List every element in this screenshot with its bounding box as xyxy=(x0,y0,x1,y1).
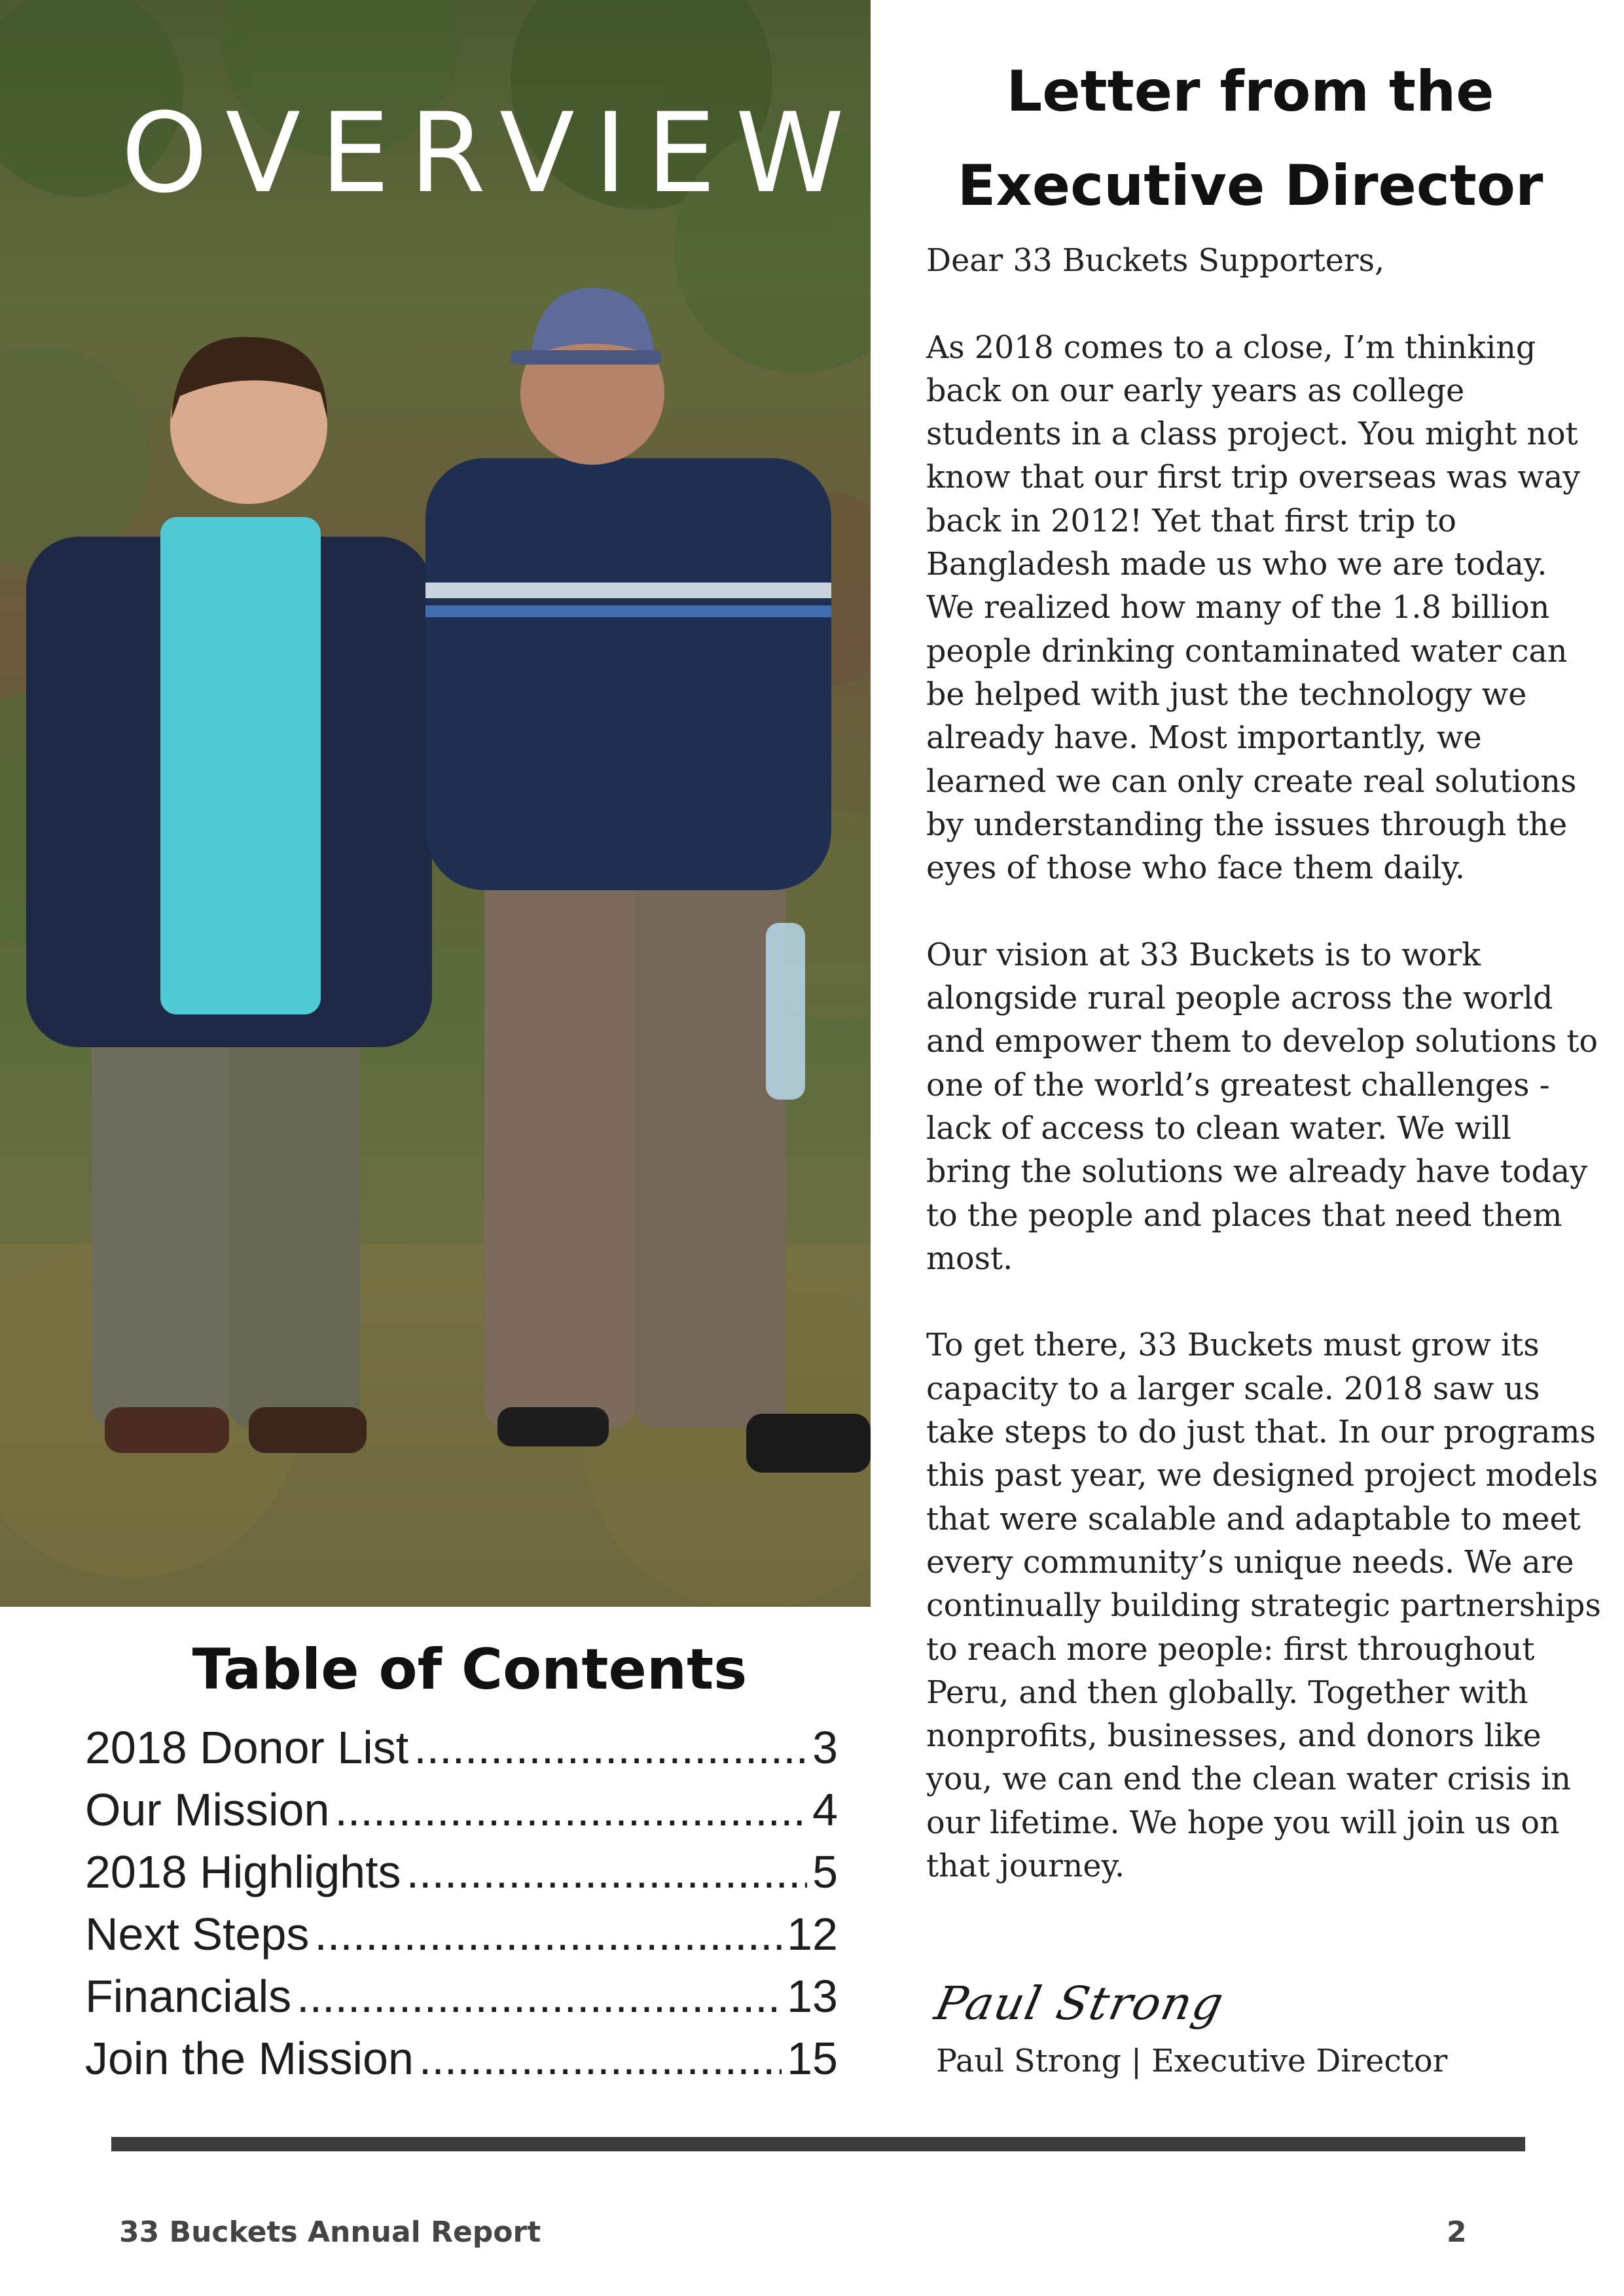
toc-leader-dots xyxy=(414,1721,807,1774)
toc-item-label: 2018 Highlights xyxy=(85,1846,401,1897)
cover-photo xyxy=(0,0,871,1607)
toc-item-page: 5 xyxy=(812,1846,838,1897)
toc-item-label: Our Mission xyxy=(85,1784,330,1835)
toc-title: Table of Contents xyxy=(192,1637,748,1702)
letter-paragraph-3: To get there, 33 Buckets must grow its capacity to a larger scale. 2018 saw us take steps to do just that. In our programs this past year, we designed project models that were scalable and adaptable to meet every community’s unique needs. We are continually building strategic partnerships to reach more people: first throughout Peru, and then globally. Together with nonprofits, businesses, and donors like you, we can end the clean water crisis in our lifetime. We hope you will join us on that journey. xyxy=(926,1327,1601,1884)
letter-title-line-2: Executive Director xyxy=(957,153,1543,219)
toc-item-label: Financials xyxy=(85,1971,292,2022)
footer-report-title: 33 Buckets Annual Report xyxy=(119,2215,541,2249)
toc-leader-dots xyxy=(334,1784,807,1836)
footer-divider xyxy=(111,2137,1525,2151)
letter-title xyxy=(877,45,1623,233)
toc-item[interactable] xyxy=(85,1908,838,1970)
letter-body xyxy=(926,240,1604,1888)
letter-paragraph-2: Our vision at 33 Buckets is to work alongside rural people across the world and empower them to develop solutions to one of the world’s greatest challenges - lack of access to clean water. We will bring the solutions we already have today to the people and places that need them most. xyxy=(926,937,1598,1277)
toc-item-page: 12 xyxy=(787,1909,838,1960)
hillside-photo-illustration xyxy=(0,0,871,1607)
toc-item-page: 13 xyxy=(787,1971,838,2022)
signature: Paul Strong xyxy=(930,1977,1229,2030)
toc-leader-dots xyxy=(314,1908,782,1960)
toc-item[interactable] xyxy=(85,1970,838,2032)
letter-title-line-1: Letter from the xyxy=(1006,59,1494,124)
toc-item-label: Next Steps xyxy=(85,1909,310,1960)
toc-item-label: Join the Mission xyxy=(85,2033,414,2084)
letter-greeting: Dear 33 Buckets Supporters, xyxy=(926,243,1385,279)
letter-paragraph-1: As 2018 comes to a close, I’m thinking back on our early years as college students in a class project. You might not know that our first trip overseas was way back in 2012! Yet that first trip to Bangladesh made us who we are today. We realized how many of the 1.8 billion people drinking contaminated water can be helped with just the technology we already have. Most importantly, we learned we can only create real solutions by understanding the issues through the eyes of those who face them daily. xyxy=(926,329,1581,887)
toc-leader-dots xyxy=(297,1970,782,2022)
overview-title: OVERVIEW xyxy=(121,89,864,217)
toc-item-page: 4 xyxy=(812,1784,838,1835)
toc-leader-dots xyxy=(419,2032,782,2085)
toc-item-label: 2018 Donor List xyxy=(85,1722,409,1773)
toc-item[interactable] xyxy=(85,1846,838,1908)
toc-item[interactable] xyxy=(85,1721,838,1784)
toc-list xyxy=(85,1721,838,2094)
toc-leader-dots xyxy=(406,1846,808,1898)
signature-name: Paul Strong | Executive Director xyxy=(936,2043,1448,2079)
footer-page-number: 2 xyxy=(1447,2215,1467,2249)
toc-item[interactable] xyxy=(85,2032,838,2094)
toc-item[interactable] xyxy=(85,1784,838,1846)
toc-item-page: 15 xyxy=(787,2033,838,2084)
toc-item-page: 3 xyxy=(812,1722,838,1773)
